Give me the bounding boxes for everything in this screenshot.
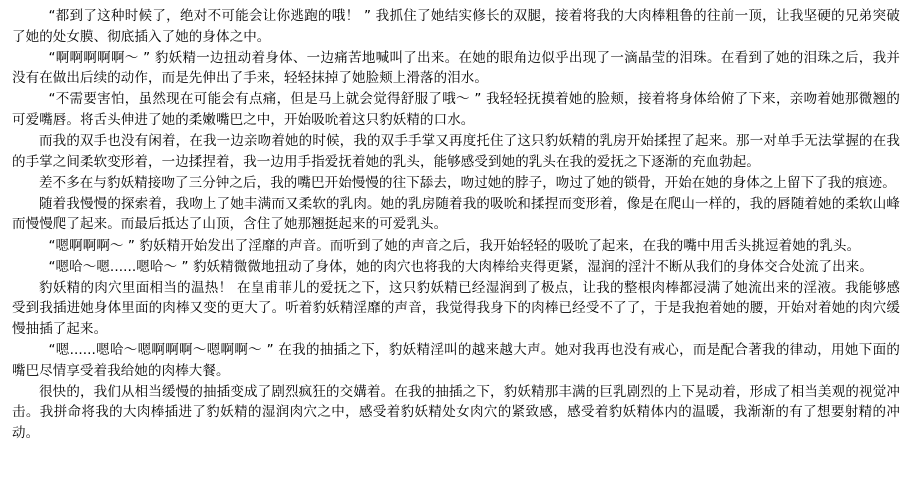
paragraph: “嗯啊啊啊～ ” 豹妖精开始发出了淫靡的声音。而听到了她的声音之后，我开始轻轻的吸吮了起来，在我的嘴中用舌头挑逗着她的乳头。 [48, 237, 861, 254]
paragraph: “不需要害怕，虽然现在可能会有点痛，但是马上就会觉得舒服了哦～ ” 我轻轻抚摸着她的脸颊，接着将身体给俯了下来，亲吻着她那微翘的可爱嘴唇。将舌头伸进了她的柔嫩嘴巴之中，开始吸吮着这只豹妖精的口水。 [12, 91, 900, 128]
paragraph: 而我的双手也没有闲着，在我一边亲吻着她的时候，我的双手手掌又再度托住了这只豹妖精的乳房开始揉捏了起来。那一对单手无法掌握的在我的手掌之间柔软变形着，一边揉捏着，我一边用手指爱抚着她的乳头，能够感受到她的乳头在我的爱抚之下逐渐的充血勃起。 [12, 133, 900, 170]
paragraph: “啊啊啊啊啊～ ” 豹妖精一边扭动着身体、一边痛苦地喊叫了出来。在她的眼角边似乎出现了一滴晶莹的泪珠。在看到了她的泪珠之后，我并没有在做出后续的动作，而是先伸出了手来，轻轻抹掉了她脸颊上滑落的泪水。 [12, 49, 900, 87]
paragraph: “嗯......嗯哈～嗯啊啊啊～嗯啊啊～ ” 在我的抽插之下，豹妖精淫叫的越来越大声。她对我再也没有戒心，而是配合著我的律动，用她下面的嘴巴尽情享受着我给她的肉棒大餐。 [12, 342, 900, 379]
paragraph: 随着我慢慢的探索着，我吻上了她丰满而又柔软的乳肉。她的乳房随着我的吸吮和揉捏而变形着，像是在爬山一样的，我的唇随着她的柔软山峰而慢慢爬了起来。而最后抵达了山顶，含住了她那翘挺起来的可爱乳头。 [12, 195, 900, 233]
paragraph: 差不多在与豹妖精接吻了三分钟之后，我的嘴巴开始慢慢的往下舔去，吻过她的脖子，吻过了她的锁骨，开始在她的身体之上留下了我的痕迹。 [39, 174, 896, 191]
paragraph: “嗯哈～嗯......嗯哈～ ” 豹妖精微微地扭动了身体，她的肉穴也将我的大肉棒给夹得更紧，湿润的淫汁不断从我们的身体交合处流了出来。 [48, 258, 873, 275]
paragraph: 很快的，我们从相当缓慢的抽插变成了剧烈疯狂的交媾着。在我的抽插之下，豹妖精那丰满的巨乳剧烈的上下晃动着，形成了相当美观的视觉冲击。我拼命将我的大肉棒插进了豹妖精的湿润肉穴之中，感受着豹妖精处女肉穴的紧致感，感受着豹妖精体内的温暖，我渐渐的有了想要射精的冲动。 [12, 383, 900, 441]
paragraph: “都到了这种时候了，绝对不可能会让你逃跑的哦！ ” 我抓住了她结实修长的双腿，接着将我的大肉棒粗鲁的往前一顶，让我坚硬的兄弟突破了她的处女膜、彻底插入了她的身体之中。 [12, 8, 900, 45]
paragraph: 豹妖精的肉穴里面相当的温热！ 在皇甫菲儿的爱抚之下，这只豹妖精已经湿润到了极点，让我的整根肉棒都浸满了她流出来的淫液。我能够感受到我插进她身体里面的肉棒又变的更大了。听着豹妖精淫靡的声音，我觉得我身下的肉棒已经受不了了，于是我抱着她的腰，开始对着她的肉穴缓慢抽插了起来。 [12, 279, 900, 337]
